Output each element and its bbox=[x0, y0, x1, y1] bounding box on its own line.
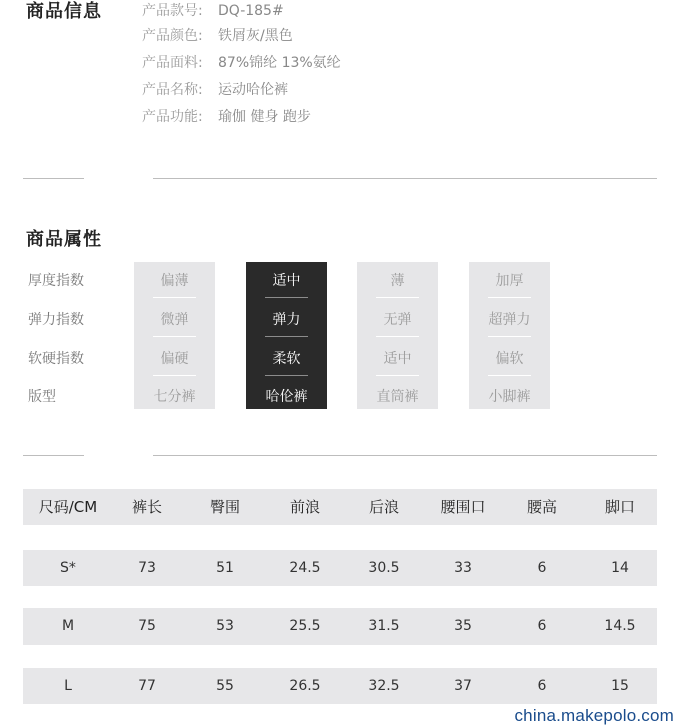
attr-option: 适中 bbox=[383, 351, 412, 367]
table-cell: 14 bbox=[611, 560, 629, 576]
table-cell: M bbox=[61, 618, 75, 634]
info-label: 产品款号: bbox=[142, 3, 203, 19]
attr-divider bbox=[376, 297, 419, 298]
table-cell: 51 bbox=[216, 560, 234, 576]
info-label: 产品颜色: bbox=[142, 28, 203, 44]
attr-divider bbox=[153, 297, 196, 298]
attr-option: 适中 bbox=[272, 273, 301, 289]
table-header-cell: 尺码/CM bbox=[38, 498, 98, 516]
info-value: 瑜伽 健身 跑步 bbox=[218, 109, 311, 125]
table-cell: 53 bbox=[216, 618, 234, 634]
attr-option: 弹力 bbox=[272, 312, 301, 328]
table-header-cell: 脚口 bbox=[604, 498, 635, 516]
attr-column bbox=[469, 262, 550, 409]
info-row-function bbox=[142, 106, 311, 126]
table-cell: 6 bbox=[537, 560, 547, 576]
attr-divider bbox=[265, 297, 308, 298]
attr-option: 薄 bbox=[390, 273, 405, 289]
table-header-cell: 裤长 bbox=[131, 498, 162, 516]
attributes-title: 商品属性 bbox=[26, 229, 102, 250]
info-label: 产品功能: bbox=[142, 109, 203, 125]
info-row-style-number bbox=[142, 0, 284, 20]
attr-option: 加厚 bbox=[495, 273, 524, 289]
attr-option: 偏软 bbox=[495, 351, 524, 367]
attr-label-elasticity: 弹力指数 bbox=[28, 312, 84, 328]
table-cell: 30.5 bbox=[368, 560, 400, 576]
table-cell: 14.5 bbox=[604, 618, 636, 634]
attr-column bbox=[357, 262, 438, 409]
attr-option: 超弹力 bbox=[488, 312, 531, 328]
table-cell: 25.5 bbox=[289, 618, 321, 634]
table-cell: 75 bbox=[138, 618, 156, 634]
info-label: 产品名称: bbox=[142, 82, 203, 98]
attr-divider bbox=[376, 375, 419, 376]
info-value: 87%锦纶 13%氨纶 bbox=[218, 55, 341, 71]
divider-short bbox=[23, 178, 84, 179]
attr-option: 无弹 bbox=[383, 312, 412, 328]
attr-label-fit: 版型 bbox=[28, 389, 56, 405]
attr-divider bbox=[265, 336, 308, 337]
info-row-color bbox=[142, 25, 293, 45]
table-row bbox=[23, 550, 657, 586]
watermark: china.makepolo.com bbox=[514, 706, 674, 725]
attr-divider bbox=[488, 375, 531, 376]
table-row bbox=[23, 608, 657, 645]
attr-option: 七分裤 bbox=[153, 389, 196, 405]
attr-option: 小脚裤 bbox=[488, 389, 531, 405]
table-header-cell: 腰高 bbox=[526, 498, 557, 516]
attr-divider bbox=[488, 336, 531, 337]
info-row-name bbox=[142, 79, 288, 99]
table-cell: 73 bbox=[138, 560, 156, 576]
table-cell: 37 bbox=[454, 678, 472, 694]
attr-column bbox=[134, 262, 215, 409]
info-label: 产品面料: bbox=[142, 55, 203, 71]
table-cell: 24.5 bbox=[289, 560, 321, 576]
table-header-cell: 后浪 bbox=[368, 498, 399, 516]
size-table-header bbox=[23, 489, 657, 525]
attr-divider bbox=[153, 336, 196, 337]
table-cell: 26.5 bbox=[289, 678, 321, 694]
table-row bbox=[23, 668, 657, 704]
divider-short bbox=[23, 455, 84, 456]
table-header-cell: 前浪 bbox=[289, 498, 320, 516]
table-cell: 33 bbox=[454, 560, 472, 576]
table-cell: 55 bbox=[216, 678, 234, 694]
table-header-cell: 腰围口 bbox=[440, 498, 486, 516]
table-cell: 15 bbox=[611, 678, 629, 694]
attr-divider bbox=[488, 297, 531, 298]
attr-divider bbox=[376, 336, 419, 337]
table-cell: 32.5 bbox=[368, 678, 400, 694]
attr-option: 柔软 bbox=[272, 351, 301, 367]
info-value: 运动哈伦裤 bbox=[218, 82, 288, 98]
table-cell: 6 bbox=[537, 678, 547, 694]
attr-column-selected bbox=[246, 262, 327, 409]
table-cell: 6 bbox=[537, 618, 547, 634]
attr-option: 哈伦裤 bbox=[265, 389, 308, 405]
table-cell: 77 bbox=[138, 678, 156, 694]
info-value: 铁屑灰/黑色 bbox=[218, 28, 293, 44]
table-cell: S* bbox=[60, 560, 76, 576]
table-cell: 31.5 bbox=[368, 618, 400, 634]
info-row-fabric bbox=[142, 52, 341, 72]
attr-option: 偏硬 bbox=[160, 351, 189, 367]
table-header-cell: 臀围 bbox=[209, 498, 240, 516]
table-cell: 35 bbox=[454, 618, 472, 634]
attr-label-softness: 软硬指数 bbox=[28, 351, 84, 367]
info-value: DQ-185# bbox=[218, 3, 284, 19]
attr-option: 微弹 bbox=[160, 312, 189, 328]
attr-label-thickness: 厚度指数 bbox=[28, 273, 84, 289]
attr-divider bbox=[153, 375, 196, 376]
divider-long bbox=[153, 455, 657, 456]
product-info-title: 商品信息 bbox=[26, 1, 102, 22]
table-cell: L bbox=[64, 678, 72, 694]
attr-divider bbox=[265, 375, 308, 376]
attr-option: 偏薄 bbox=[160, 273, 189, 289]
attr-option: 直筒裤 bbox=[376, 389, 419, 405]
divider-long bbox=[153, 178, 657, 179]
